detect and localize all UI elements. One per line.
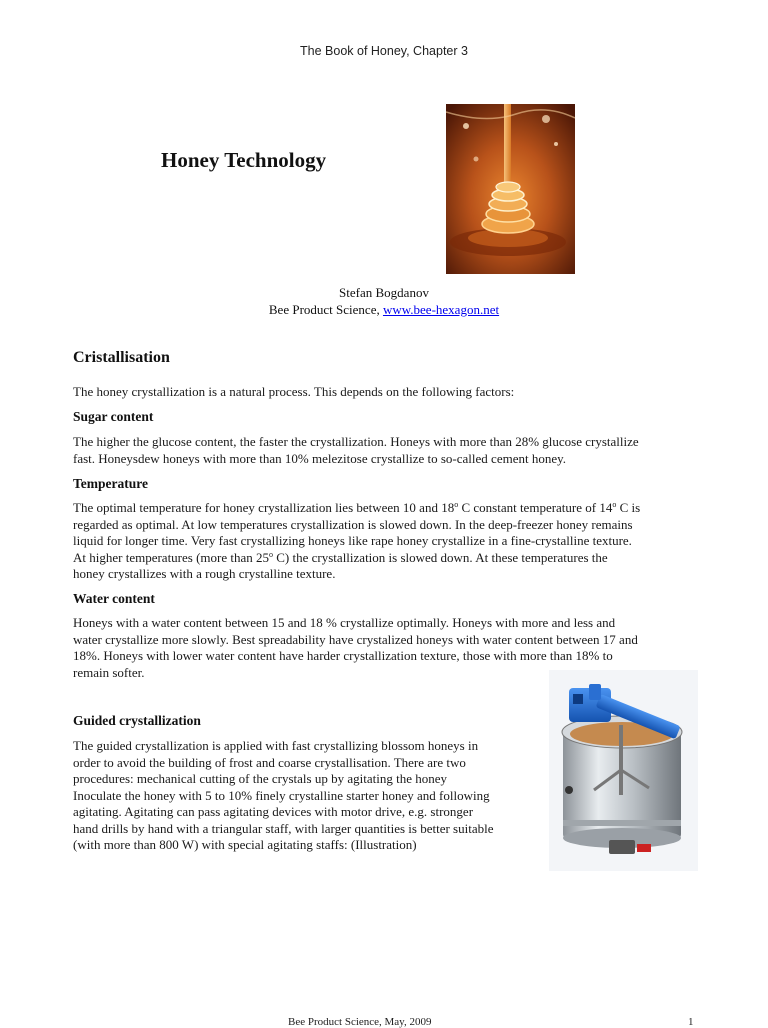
- text-line: water crystallize more slowly. Best spreadability have crystalized honeys with water content between 17 and: [73, 631, 638, 647]
- text-line: [73, 550, 640, 567]
- subheading-sugar-content: Sugar content: [73, 409, 154, 424]
- guided-paragraph: [73, 738, 493, 854]
- text-line: The higher the glucose content, the faster the crystallization. Honeys with more than 28% glucose crystallize: [73, 434, 639, 449]
- temperature-paragraph: [73, 500, 640, 583]
- degree-symbol: o: [612, 500, 617, 509]
- subheading-guided-crystallization: Guided crystallization: [73, 713, 201, 728]
- author-affiliation: [0, 301, 768, 318]
- text-fragment: The optimal temperature for honey crystallization lies between 10 and 18: [73, 500, 455, 515]
- text-line: order to avoid the building of frost and coarse crystallisation. There are two: [73, 754, 466, 770]
- text-line: regarded as optimal. At low temperatures crystallization is slowed down. In the deep-freezer honey remains: [73, 516, 633, 532]
- text-line: liquid for longer time. Very fast crystallizing honeys like rape honey crystallize in a fine-crystalline texture.: [73, 533, 632, 548]
- text-line: [73, 500, 640, 517]
- page-number: 1: [688, 1016, 694, 1028]
- text-line: Honeys with a water content between 15 and 18 % crystallize optimally. Honeys with more and less and: [73, 615, 616, 630]
- text-line: honey crystallizes with a rough crystalline texture.: [73, 566, 336, 581]
- author-name: Stefan Bogdanov: [339, 285, 429, 300]
- text-line: Inoculate the honey with 5 to 10% finely crystalline starter honey and following: [73, 787, 490, 803]
- text-line: fast. Honeysdew honeys with more than 10% melezitose crystallize to so-called cement honey.: [73, 450, 567, 466]
- subheading-temperature: Temperature: [73, 476, 148, 491]
- degree-symbol: o: [454, 500, 459, 509]
- text-fragment: At higher temperatures (more than 25: [73, 549, 270, 565]
- running-header: The Book of Honey, Chapter 3: [300, 44, 468, 58]
- degree-symbol: o: [269, 549, 274, 559]
- text-line: 18%. Honeys with lower water content have harder crystallization texture, those with more than 18% to: [73, 648, 613, 663]
- text-line: hand drills by hand with a triangular staff, with larger quantities is better suitable: [73, 820, 494, 836]
- text-line: agitating. Agitating can pass agitating devices with motor drive, e.g. stronger: [73, 804, 474, 819]
- text-fragment: C constant temperature of 14: [458, 500, 613, 515]
- honey-agitator-photo: [549, 670, 698, 871]
- text-fragment: C is: [616, 500, 641, 515]
- website-link[interactable]: www.bee-hexagon.net: [382, 302, 500, 317]
- honey-drip-photo: [446, 104, 575, 274]
- section-heading-cristallisation: Cristallisation: [73, 349, 170, 366]
- author-block: [0, 284, 768, 318]
- text-fragment: C) the crystallization is slowed down. At these temperatures the: [273, 549, 608, 565]
- document-title: Honey Technology: [161, 148, 327, 172]
- text-line: (with more than 800 W) with special agitating staffs: (Illustration): [73, 837, 417, 852]
- text-line: The guided crystallization is applied with fast crystallizing blossom honeys in: [73, 738, 479, 753]
- intro-paragraph: The honey crystallization is a natural process. This depends on the following factors:: [73, 384, 515, 399]
- affiliation-text: Bee Product Science,: [268, 302, 383, 317]
- text-line: remain softer.: [73, 664, 145, 680]
- footer-text: Bee Product Science, May, 2009: [288, 1016, 432, 1028]
- sugar-paragraph: [73, 434, 639, 467]
- subheading-water-content: Water content: [73, 591, 155, 606]
- text-line: procedures: mechanical cutting of the crystals up by agitating the honey: [73, 771, 447, 786]
